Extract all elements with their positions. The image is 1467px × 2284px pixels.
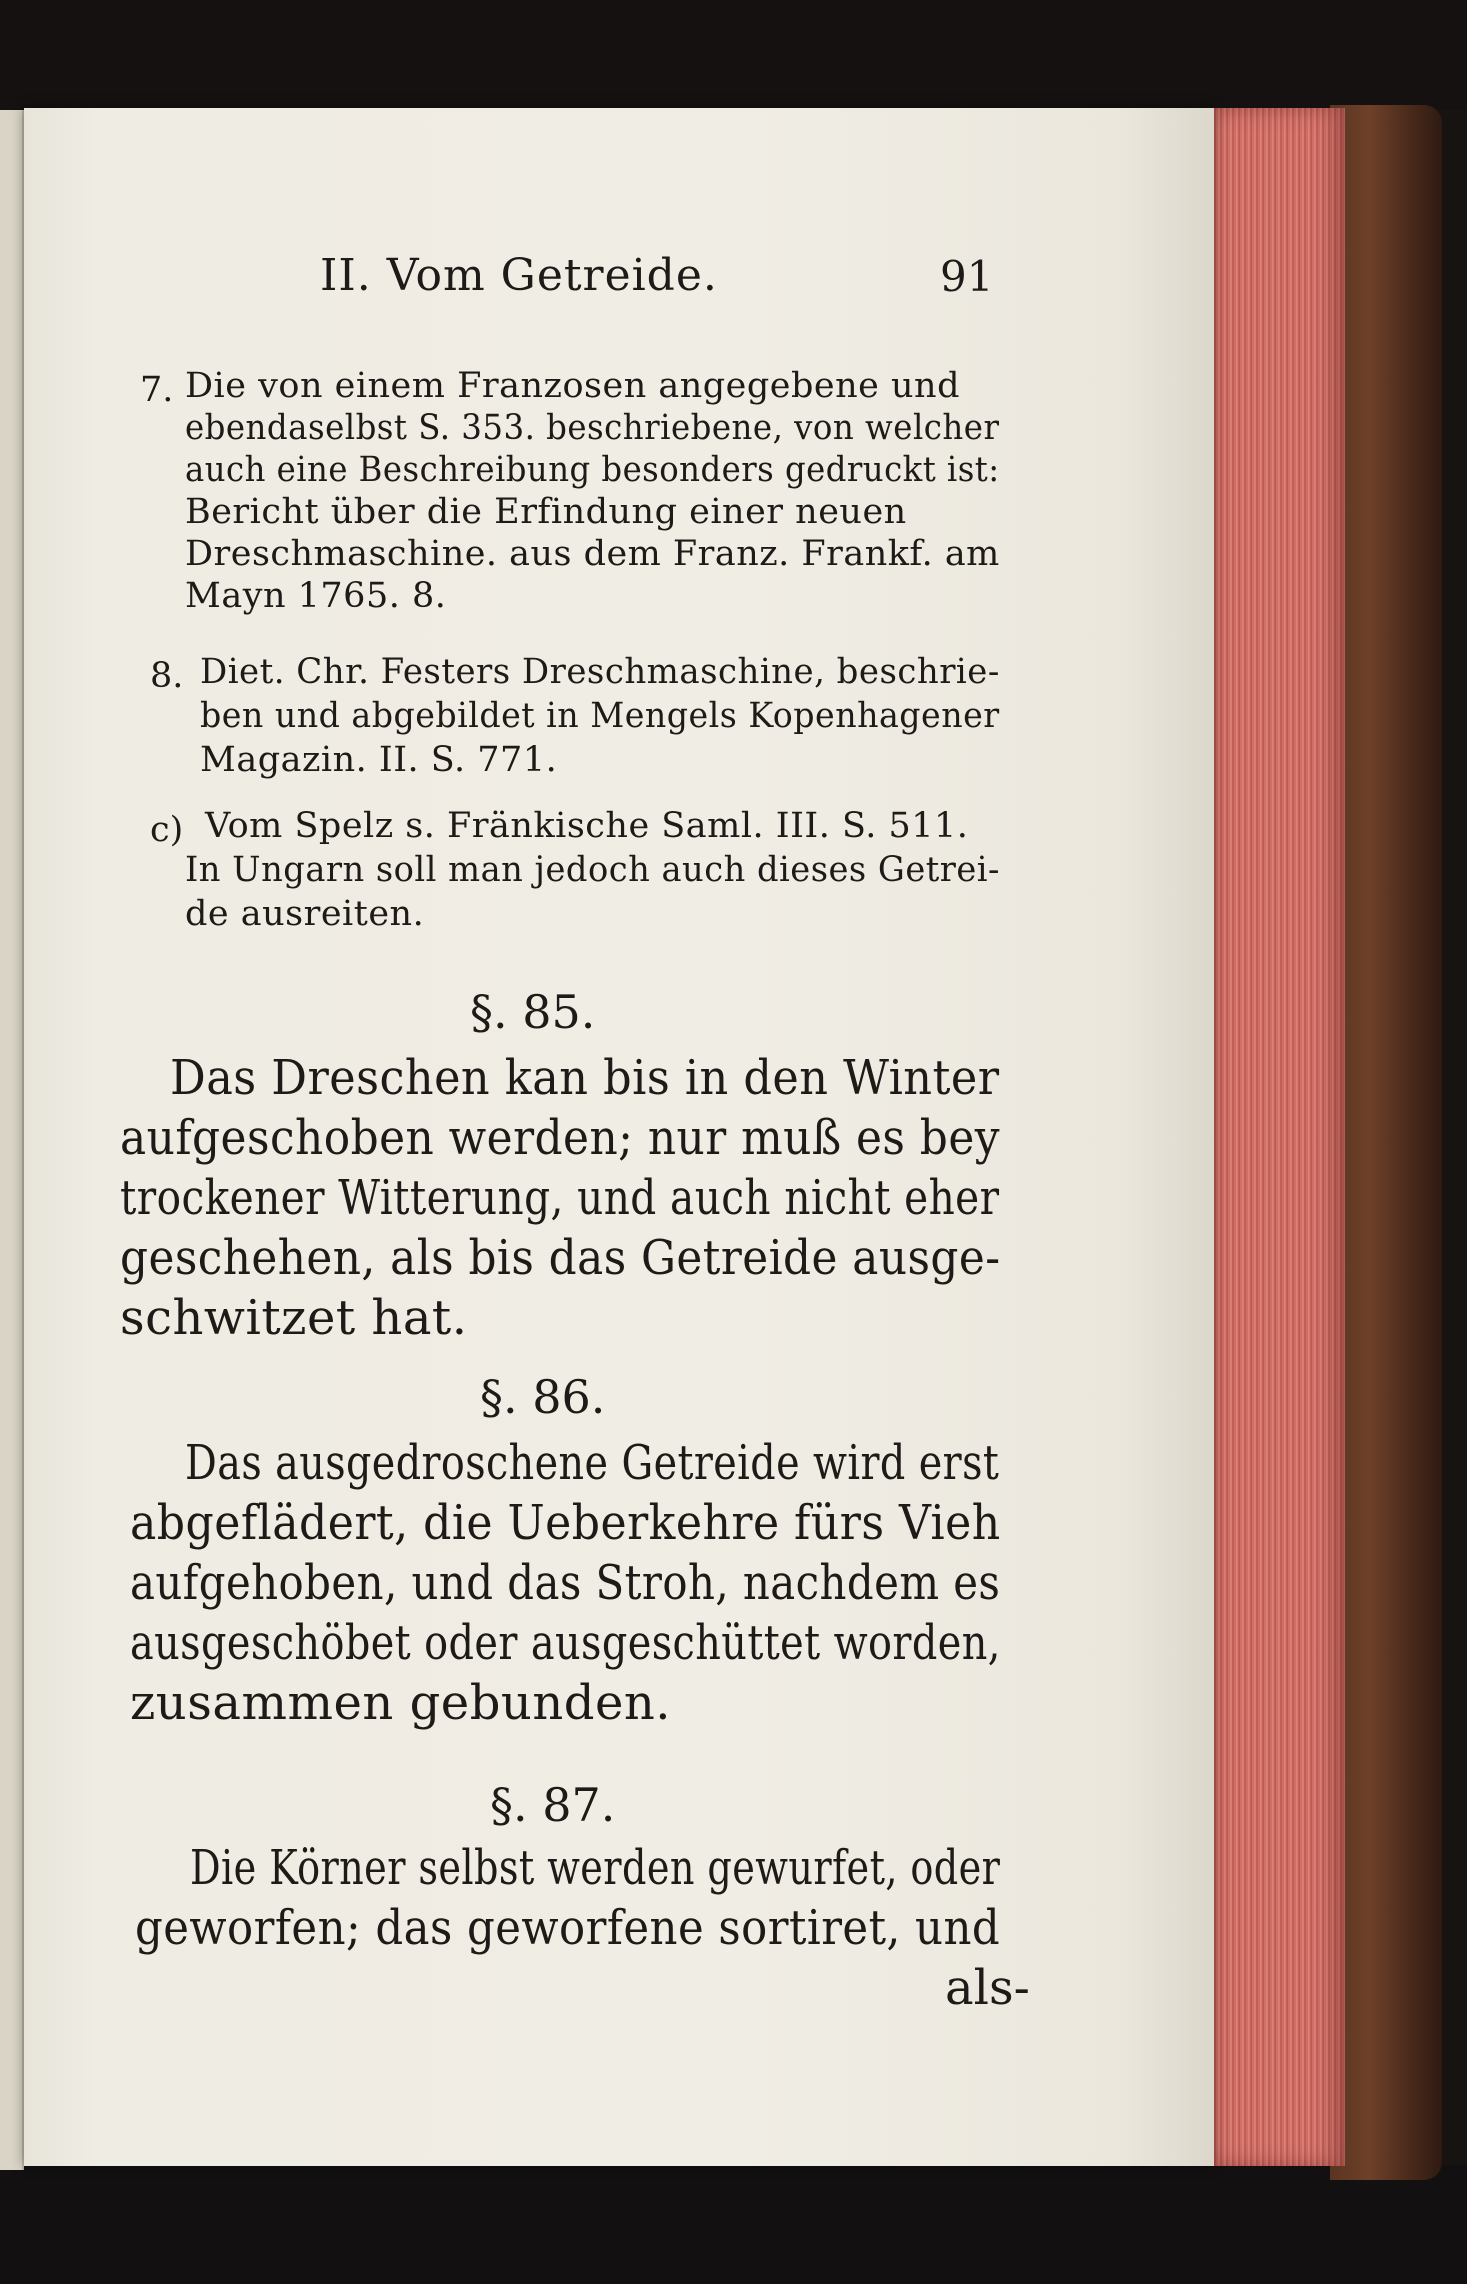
body-line: geworfen; das geworfene sortiret, und <box>135 1900 1001 1956</box>
page-number: 91 <box>940 252 994 301</box>
body-line: aufgehoben, und das Stroh, nachdem es <box>130 1555 1001 1611</box>
footnote-line: ebendaselbst S. 353. beschriebene, von welcher <box>185 408 1000 448</box>
dark-background-bottom <box>0 2165 1467 2284</box>
body-line: ausgeschöbet oder ausgeschüttet worden, <box>130 1615 1001 1671</box>
body-line: zusammen gebunden. <box>130 1675 672 1731</box>
red-page-edges <box>1205 108 1345 2166</box>
footnote-line: auch eine Beschreibung besonders gedruckt ist: <box>185 450 1000 490</box>
footnote-marker: 7. <box>140 370 174 410</box>
body-line: aufgeschoben werden; nur muß es bey <box>120 1110 1001 1166</box>
footnote-marker: 8. <box>150 656 184 696</box>
catchword: als- <box>945 1960 1030 2016</box>
footnote-line: Vom Spelz s. Fränkische Saml. III. S. 511. <box>205 806 969 846</box>
facing-page-edge <box>0 110 24 2170</box>
footnote-line: Die von einem Franzosen angegebene und <box>185 366 960 406</box>
body-line: Das Dreschen kan bis in den Winter <box>170 1050 1000 1106</box>
section-heading: §. 86. <box>480 1370 606 1424</box>
dark-background-top <box>0 0 1467 110</box>
body-line: schwitzet hat. <box>120 1290 468 1346</box>
body-line: geschehen, als bis das Getreide ausge- <box>120 1230 1001 1286</box>
footnote-line: Diet. Chr. Festers Dreschmaschine, beschrie- <box>200 652 1000 692</box>
running-head: II. Vom Getreide. <box>320 250 718 301</box>
body-line: Das ausgedroschene Getreide wird erst <box>185 1435 1000 1491</box>
footnote-line: Magazin. II. S. 771. <box>200 740 558 780</box>
body-line: trockener Witterung, und auch nicht eher <box>120 1170 1000 1226</box>
body-line: abgeflädert, die Ueberkehre fürs Vieh <box>130 1495 1001 1551</box>
footnote-line: Mayn 1765. 8. <box>185 576 447 616</box>
body-line: Die Körner selbst werden gewurfet, oder <box>190 1840 1001 1896</box>
section-heading: §. 87. <box>490 1778 616 1832</box>
footnote-line: ben und abgebildet in Mengels Kopenhagener <box>200 696 1000 736</box>
footnote-line: Dreschmaschine. aus dem Franz. Frankf. am <box>185 534 1000 574</box>
footnote-line: In Ungarn soll man jedoch auch dieses Getrei- <box>185 850 1000 890</box>
footnote-marker: c) <box>150 810 184 850</box>
book-cover-edge <box>1330 105 1442 2180</box>
section-heading: §. 85. <box>470 985 596 1039</box>
footnote-line: de ausreiten. <box>185 894 425 934</box>
footnote-line: Bericht über die Erfindung einer neuen <box>185 492 907 532</box>
